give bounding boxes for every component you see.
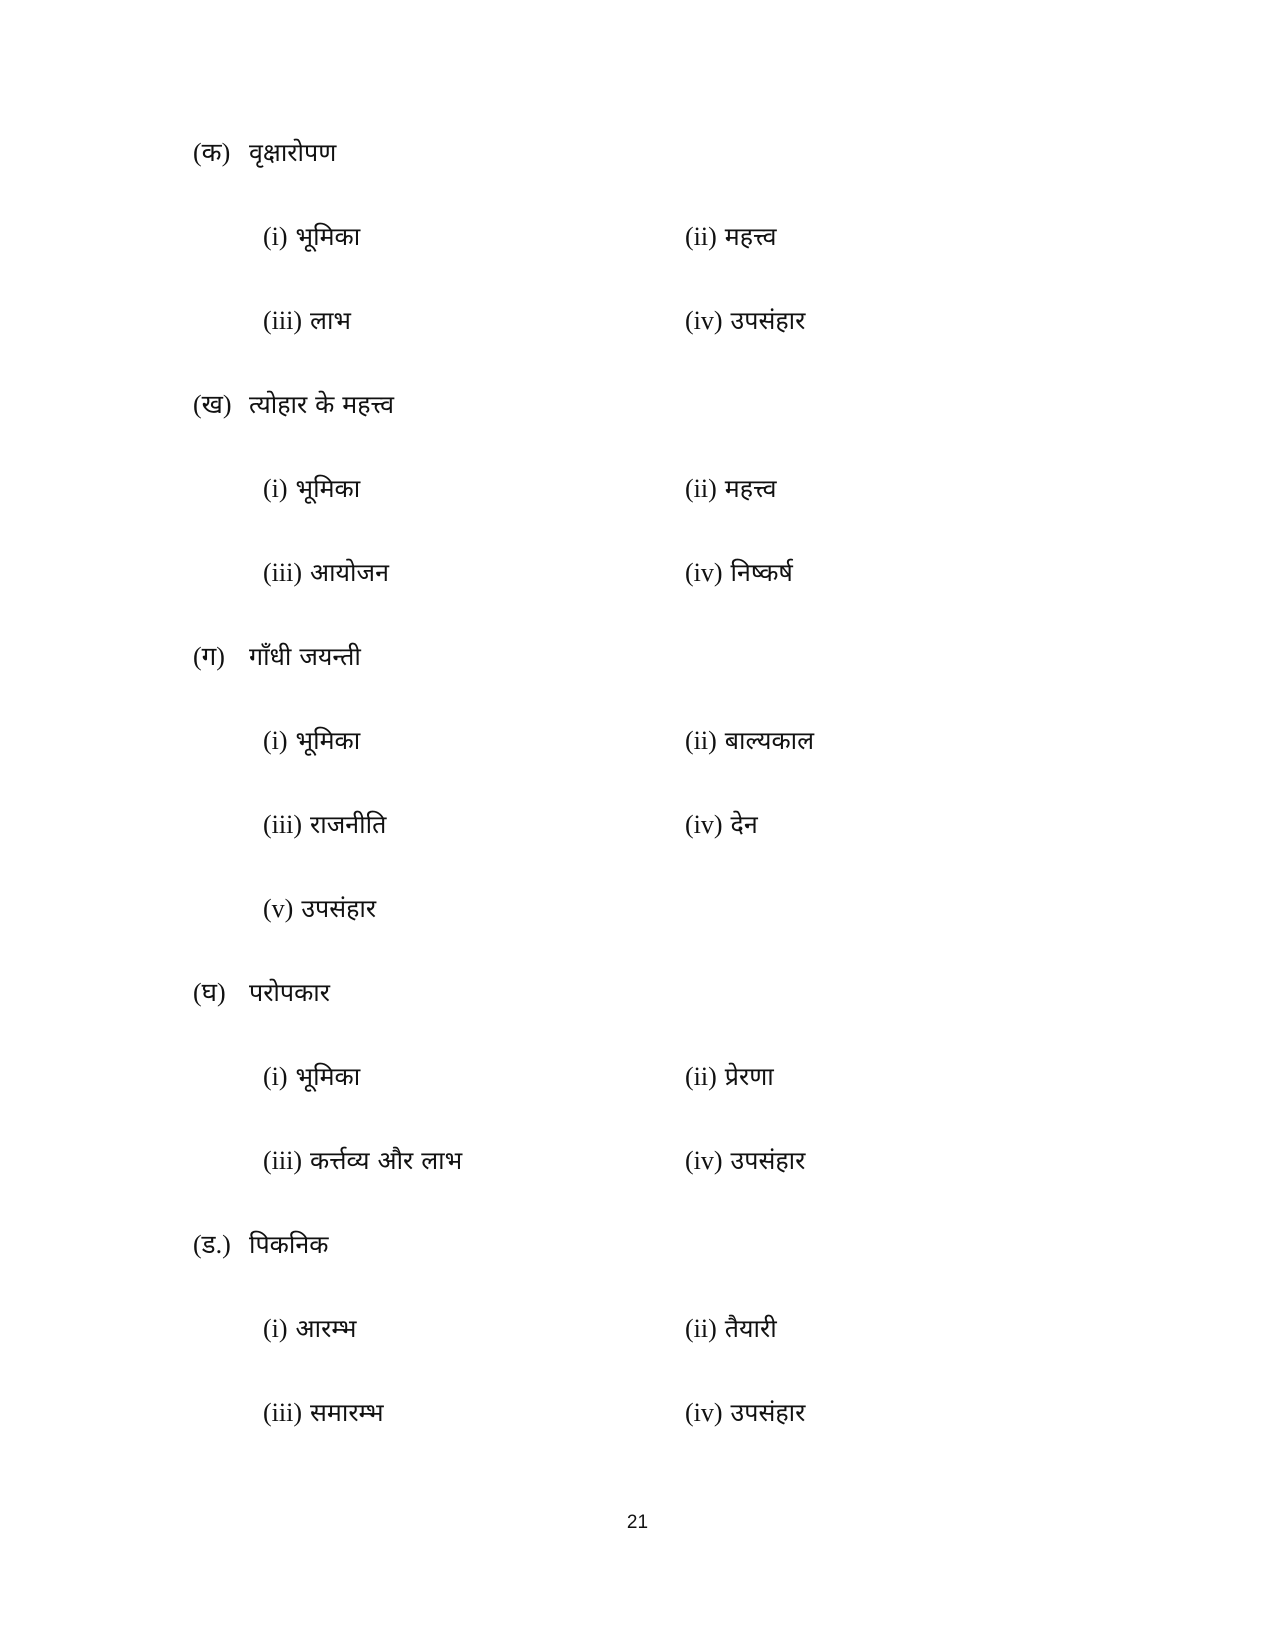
section-title: त्योहार के महत्त्व — [249, 390, 395, 419]
list-item — [685, 556, 793, 590]
list-item — [685, 724, 814, 758]
list-item — [263, 472, 360, 506]
item-number: (i) — [263, 1314, 288, 1343]
item-text: प्रेरणा — [724, 1062, 774, 1091]
section-title: वृक्षारोपण — [249, 138, 337, 167]
list-item — [685, 1312, 777, 1346]
section-title: पिकनिक — [249, 1230, 329, 1259]
section-heading-gha — [193, 976, 330, 1010]
item-text: उपसंहार — [730, 1398, 806, 1427]
section-heading-ga — [193, 640, 361, 674]
item-text: आरम्भ — [295, 1314, 357, 1343]
item-text: महत्त्व — [724, 474, 777, 503]
list-item — [685, 1396, 805, 1430]
section-marker: (घ) — [193, 978, 226, 1007]
item-number: (i) — [263, 474, 288, 503]
list-item — [263, 220, 360, 254]
item-number: (ii) — [685, 222, 717, 251]
section-marker: (ख) — [193, 390, 232, 419]
section-marker: (ड.) — [193, 1230, 231, 1259]
list-item — [263, 556, 389, 590]
list-item — [263, 724, 360, 758]
section-heading-kha — [193, 388, 394, 422]
item-text: राजनीति — [310, 810, 387, 839]
item-text: निष्कर्ष — [730, 558, 793, 587]
item-number: (iv) — [685, 558, 723, 587]
section-title: परोपकार — [249, 978, 331, 1007]
item-text: भूमिका — [295, 474, 361, 503]
item-number: (iv) — [685, 1146, 723, 1175]
item-text: कर्त्तव्य और लाभ — [310, 1146, 463, 1175]
item-number: (iv) — [685, 1398, 723, 1427]
item-text: भूमिका — [295, 1062, 361, 1091]
item-number: (iii) — [263, 810, 302, 839]
item-number: (i) — [263, 222, 288, 251]
item-text: तैयारी — [724, 1314, 777, 1343]
section-heading-nga — [193, 1228, 328, 1262]
item-number: (iv) — [685, 306, 723, 335]
item-text: भूमिका — [295, 726, 361, 755]
item-text: समारम्भ — [310, 1398, 384, 1427]
section-heading-ka — [193, 136, 336, 170]
item-text: उपसंहार — [730, 1146, 806, 1175]
list-item — [263, 304, 351, 338]
item-number: (iv) — [685, 810, 723, 839]
list-item — [263, 1396, 384, 1430]
item-number: (iii) — [263, 1398, 302, 1427]
item-number: (iii) — [263, 306, 302, 335]
item-number: (ii) — [685, 1314, 717, 1343]
item-number: (iii) — [263, 1146, 302, 1175]
item-number: (v) — [263, 894, 294, 923]
list-item — [263, 808, 386, 842]
list-item — [263, 1060, 360, 1094]
list-item — [685, 472, 777, 506]
list-item — [685, 1144, 805, 1178]
list-item — [685, 220, 777, 254]
item-text: आयोजन — [310, 558, 389, 587]
section-marker: (क) — [193, 138, 231, 167]
item-text: बाल्यकाल — [724, 726, 815, 755]
item-number: (i) — [263, 1062, 288, 1091]
item-number: (ii) — [685, 726, 717, 755]
item-text: भूमिका — [295, 222, 361, 251]
section-title: गाँधी जयन्ती — [249, 642, 361, 671]
item-text: देन — [730, 810, 758, 839]
section-marker: (ग) — [193, 642, 225, 671]
list-item — [263, 1144, 462, 1178]
item-text: उपसंहार — [730, 306, 806, 335]
item-text: लाभ — [310, 306, 352, 335]
list-item — [685, 304, 805, 338]
item-text: महत्त्व — [724, 222, 777, 251]
item-number: (ii) — [685, 474, 717, 503]
item-number: (iii) — [263, 558, 302, 587]
list-item — [263, 1312, 356, 1346]
item-number: (ii) — [685, 1062, 717, 1091]
list-item — [685, 808, 758, 842]
page-number: 21 — [626, 1512, 649, 1533]
item-text: उपसंहार — [301, 894, 377, 923]
item-number: (i) — [263, 726, 288, 755]
list-item — [685, 1060, 774, 1094]
list-item — [263, 892, 376, 926]
